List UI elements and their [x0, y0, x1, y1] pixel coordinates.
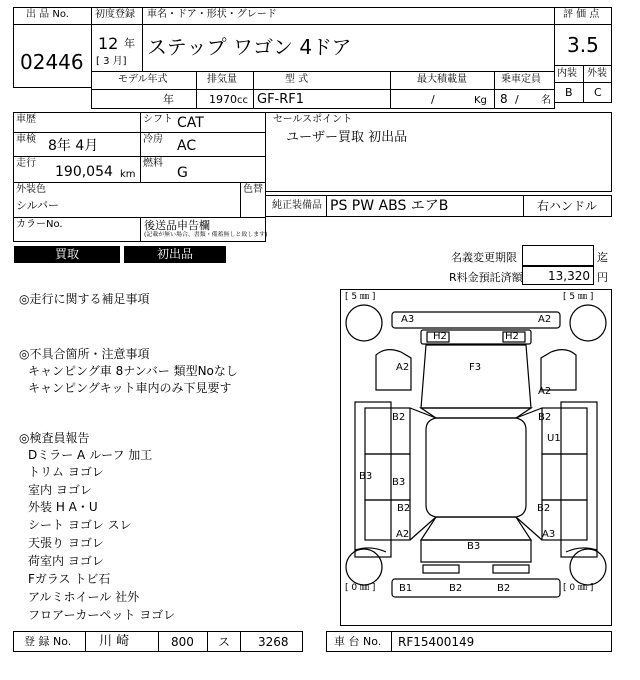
defects-title: ◎不具合箇所・注意事項 [19, 347, 150, 361]
name-change-unit: 迄 [597, 251, 608, 264]
model-code: GF-RF1 [257, 92, 305, 107]
fuel-label: 燃料 [143, 158, 163, 169]
equipment-value: PS PW ABS エアB [330, 198, 449, 214]
aftermarket-note: (記載が無い場合、書類・備蓄無しと致します) [144, 231, 268, 238]
color-no-label: カラーNo. [16, 219, 63, 230]
defect-line: キャンピングキット車内のみ下見要す [28, 381, 232, 395]
max-load-value: / [431, 93, 435, 106]
driving-notes-title: ◎走行に関する補足事項 [19, 292, 150, 306]
name-change-label: 名義変更期限 [451, 251, 517, 264]
history-label: 車歴 [16, 114, 36, 125]
damage-mark: B2 [537, 503, 551, 514]
damage-mark: H2 [433, 331, 447, 342]
lot-number: 02446 [20, 50, 84, 74]
name-change-box [522, 245, 594, 266]
displacement-label: 排気量 [207, 74, 237, 85]
chassis-value: RF15400149 [398, 635, 475, 649]
car-name: ステップ ワゴン 4ドア [147, 35, 352, 59]
inspection-value: 8年 4月 [48, 138, 99, 154]
damage-mark: U1 [547, 433, 561, 444]
recolor-label: 色替 [243, 184, 263, 195]
steering-value: 右ハンドル [537, 199, 598, 213]
mileage-label: 走行 [16, 158, 36, 169]
sales-point-value: ユーザー買取 初出品 [286, 130, 408, 145]
tire-depth-rear-right: [ 0 ㎜ ] [563, 583, 594, 593]
sales-point-label: セールスポイント [273, 114, 353, 125]
damage-mark: B2 [538, 412, 552, 423]
damage-mark: A2 [538, 314, 552, 325]
tire-depth-rear-left: [ 0 ㎜ ] [345, 583, 376, 593]
displacement-value: 1970 [209, 93, 237, 106]
buyback-badge: 買取 [14, 246, 120, 263]
damage-mark: B3 [359, 471, 373, 482]
plate-number: 3268 [258, 635, 289, 649]
inspector-line: 荷室内 ヨゴレ [28, 554, 104, 568]
model-year-unit: 年 [163, 93, 174, 106]
inspector-title: ◎検査員報告 [19, 431, 90, 445]
cooling-value: AC [177, 138, 197, 154]
inspector-line: Dミラー A ルーフ 加工 [28, 448, 153, 462]
score-label: 評 価 点 [563, 9, 600, 20]
lot-label: 出 品 No. [26, 9, 69, 20]
inspector-line: シート ヨゴレ スレ [28, 518, 132, 532]
plate-label: 登 録 No. [24, 635, 72, 648]
displacement-unit: cc [237, 95, 248, 106]
exterior-grade: C [594, 86, 602, 99]
model-label: 型 式 [285, 74, 309, 85]
damage-mark: A2 [538, 386, 552, 397]
capacity-value: 8 [500, 92, 508, 106]
exterior-label: 外装 [587, 68, 607, 79]
car-outline [341, 290, 611, 625]
damage-mark: F3 [469, 362, 482, 373]
inspector-line: 外装 H A・U [28, 500, 98, 514]
plate-region: 川 崎 [99, 634, 130, 649]
damage-mark: A3 [401, 314, 415, 325]
mileage-unit: km [120, 169, 136, 180]
damage-mark: B2 [449, 583, 463, 594]
plate-kana: ス [218, 635, 231, 649]
damage-mark: A3 [542, 529, 556, 540]
tire-depth-front-right: [ 5 ㎜ ] [563, 292, 594, 302]
recycle-label: R料金預託済額 [449, 271, 523, 284]
damage-mark: H2 [505, 331, 519, 342]
defect-line: キャンピング車 8ナンバー 類型Noなし [28, 364, 238, 378]
capacity-sep: / [515, 93, 519, 106]
damage-mark: B2 [397, 503, 411, 514]
model-year-label: モデル年式 [118, 74, 168, 85]
damage-mark: B3 [392, 477, 406, 488]
chassis-label: 車 台 No. [334, 635, 382, 648]
capacity-unit: 名 [541, 95, 551, 106]
damage-mark: B2 [392, 412, 406, 423]
first-reg-month: [ 3 月] [96, 56, 127, 67]
ext-color-label: 外装色 [16, 184, 46, 195]
score-value: 3.5 [567, 33, 599, 57]
inspector-line: フロアーカーペット ヨゴレ [28, 608, 176, 622]
damage-mark: B3 [467, 541, 481, 552]
first-reg-year-unit: 年 [124, 37, 135, 50]
recycle-unit: 円 [597, 271, 608, 284]
inspection-label: 車検 [16, 134, 36, 145]
first-reg-year: 12 [98, 34, 119, 53]
damage-mark: A2 [396, 362, 410, 373]
inspector-line: アルミホイール 社外 [28, 590, 140, 604]
inspector-line: 室内 ヨゴレ [28, 483, 92, 497]
damage-mark: B1 [399, 583, 413, 594]
aftermarket-label: 後送品申告欄 [144, 219, 210, 232]
shift-label: シフト [143, 114, 173, 125]
cooling-label: 冷房 [143, 134, 163, 145]
recycle-value: 13,320 [548, 269, 590, 283]
fuel-value: G [177, 165, 188, 181]
equipment-label: 純正装備品 [272, 200, 322, 211]
shift-value: CAT [177, 115, 204, 131]
interior-grade: B [565, 86, 573, 99]
tire-depth-front-left: [ 5 ㎜ ] [345, 292, 376, 302]
interior-label: 内装 [557, 68, 577, 79]
inspector-line: Fガラス トビ石 [28, 572, 111, 586]
inspector-line: 天張り ヨゴレ [28, 536, 104, 550]
first-reg-label: 初度登録 [95, 9, 135, 20]
first-listing-badge: 初出品 [124, 246, 226, 263]
max-load-label: 最大積載量 [417, 74, 467, 85]
capacity-label: 乗車定員 [501, 74, 541, 85]
max-load-unit: Kg [474, 95, 487, 106]
plate-class: 800 [171, 635, 194, 649]
damage-mark: B2 [497, 583, 511, 594]
vehicle-label: 車名・ドア・形状・グレード [147, 9, 277, 20]
mileage-value: 190,054 [55, 164, 113, 180]
damage-mark: A2 [396, 529, 410, 540]
damage-diagram [340, 289, 612, 626]
inspector-line: トリム ヨゴレ [28, 465, 104, 479]
ext-color-value: シルバー [16, 199, 59, 212]
